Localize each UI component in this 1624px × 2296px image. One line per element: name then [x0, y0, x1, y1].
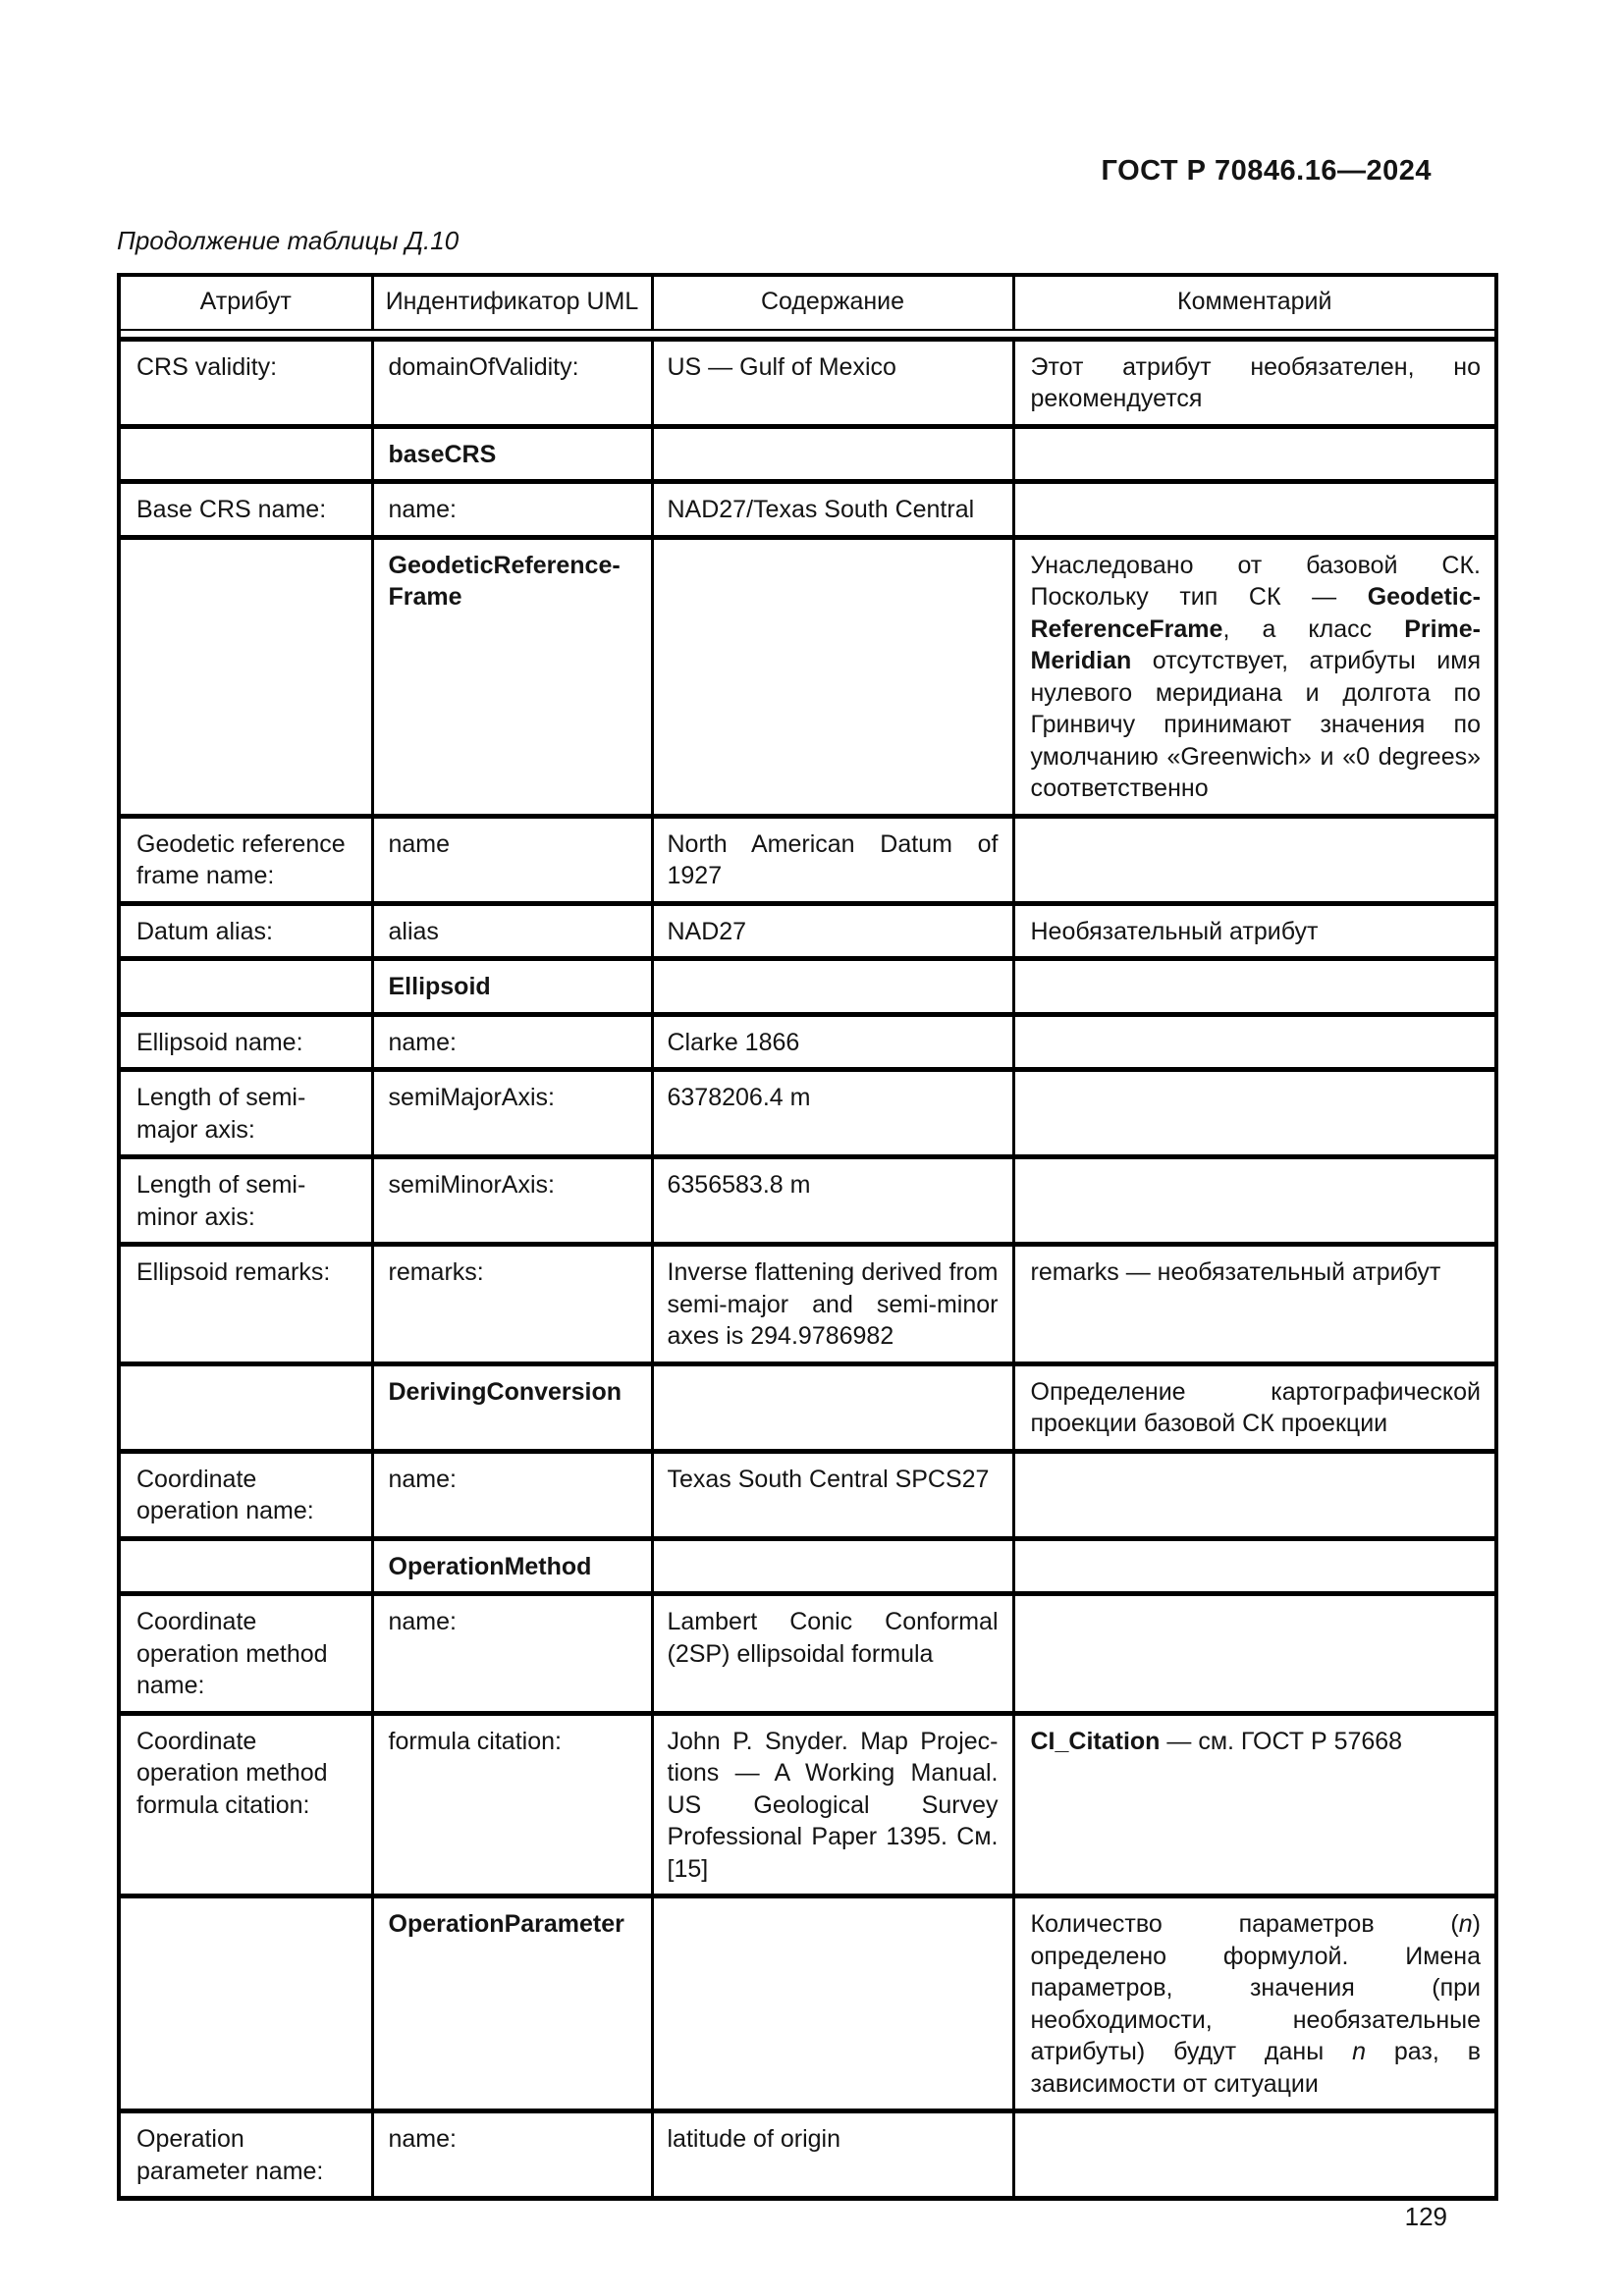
cell-uml-identifier: name: — [372, 2111, 652, 2199]
table-row — [119, 2111, 1496, 2199]
table-row — [119, 1896, 1496, 2111]
cell-uml-identifier: remarks: — [372, 1245, 652, 1364]
cell-attribute: Geodetic reference frame name: — [119, 816, 372, 903]
table-header-row — [119, 275, 1496, 330]
cell-comment: Необязательный атрибут — [1013, 903, 1496, 959]
cell-uml-identifier: alias — [372, 903, 652, 959]
cell-attribute — [119, 537, 372, 816]
cell-content: North American Datum of 1927 — [652, 816, 1013, 903]
table-row — [119, 1157, 1496, 1245]
cell-content: Clarke 1866 — [652, 1014, 1013, 1070]
table-caption: Продолжение таблицы Д.10 — [117, 226, 460, 255]
cell-uml-identifier: name: — [372, 1594, 652, 1714]
cell-uml-identifier: domainOfValidity: — [372, 339, 652, 426]
cell-content: US — Gulf of Mexico — [652, 339, 1013, 426]
cell-content: Inverse flattening derived from semi-major and semi-minor axes is 294.9786982 — [652, 1245, 1013, 1364]
cell-comment — [1013, 1157, 1496, 1245]
cell-content — [652, 959, 1013, 1015]
cell-uml-identifier: name: — [372, 482, 652, 538]
cell-comment: Количество параметров (n) определено формулой. Имена параметров, значения (при необходимости, необязательные атрибуты) будут даны n раз, в зависимости от ситуации — [1013, 1896, 1496, 2111]
cell-attribute: Coordinate operation method name: — [119, 1594, 372, 1714]
column-header-uml-identifier: Индентификатор UML — [372, 275, 652, 330]
attributes-table — [117, 273, 1498, 2201]
table-row — [119, 339, 1496, 426]
cell-comment — [1013, 1451, 1496, 1538]
header-double-rule — [119, 330, 1496, 340]
cell-uml-identifier: OperationParameter — [372, 1896, 652, 2111]
cell-content — [652, 1896, 1013, 2111]
table-row — [119, 1538, 1496, 1594]
table-row — [119, 426, 1496, 482]
table-row — [119, 959, 1496, 1015]
column-header-attribute: Атрибут — [119, 275, 372, 330]
cell-uml-identifier: name: — [372, 1014, 652, 1070]
cell-content: latitude of origin — [652, 2111, 1013, 2199]
cell-comment — [1013, 2111, 1496, 2199]
cell-content: 6356583.8 m — [652, 1157, 1013, 1245]
cell-uml-identifier: name: — [372, 1451, 652, 1538]
cell-uml-identifier: OperationMethod — [372, 1538, 652, 1594]
cell-comment: Этот атрибут необязателен, но рекомендуется — [1013, 339, 1496, 426]
cell-attribute — [119, 1538, 372, 1594]
cell-comment — [1013, 1070, 1496, 1157]
cell-comment — [1013, 816, 1496, 903]
cell-uml-identifier: semiMinorAxis: — [372, 1157, 652, 1245]
table-row — [119, 1594, 1496, 1714]
cell-content — [652, 426, 1013, 482]
cell-uml-identifier: name — [372, 816, 652, 903]
cell-uml-identifier: DerivingConversion — [372, 1363, 652, 1451]
column-header-content: Содержание — [652, 275, 1013, 330]
table-row — [119, 1363, 1496, 1451]
table-row — [119, 1070, 1496, 1157]
cell-comment — [1013, 1538, 1496, 1594]
cell-attribute — [119, 1896, 372, 2111]
cell-comment — [1013, 959, 1496, 1015]
cell-attribute: Length of semi-minor axis: — [119, 1157, 372, 1245]
cell-attribute: Ellipsoid name: — [119, 1014, 372, 1070]
cell-content: John P. Snyder. Map Projections — A Working Manual. US Geological Survey Professional Paper 1395. См. [15] — [652, 1713, 1013, 1896]
cell-attribute: Length of semi-major axis: — [119, 1070, 372, 1157]
table-row — [119, 1014, 1496, 1070]
cell-attribute: Coordinate operation name: — [119, 1451, 372, 1538]
cell-content: NAD27 — [652, 903, 1013, 959]
cell-attribute: Ellipsoid remarks: — [119, 1245, 372, 1364]
cell-uml-identifier: baseCRS — [372, 426, 652, 482]
cell-comment — [1013, 1014, 1496, 1070]
cell-content — [652, 1363, 1013, 1451]
document-number: ГОСТ Р 70846.16—2024 — [1101, 155, 1432, 187]
cell-comment: remarks — необязательный атрибут — [1013, 1245, 1496, 1364]
cell-comment: Унаследовано от базовой СК. Поскольку тип СК — GeodeticReferenceFrame, а класс PrimeMeridian отсутствует, атрибуты имя нулевого меридиана и долгота по Гринвичу принимают значения по умолчанию «Greenwich» и «0 degrees» соответственно — [1013, 537, 1496, 816]
cell-comment — [1013, 482, 1496, 538]
cell-content: Lambert Conic Conformal (2SP) ellipsoidal formula — [652, 1594, 1013, 1714]
cell-content — [652, 537, 1013, 816]
cell-content: 6378206.4 m — [652, 1070, 1013, 1157]
cell-attribute: Coordinate operation method formula citation: — [119, 1713, 372, 1896]
table-row — [119, 1451, 1496, 1538]
table-row — [119, 903, 1496, 959]
table-row — [119, 537, 1496, 816]
cell-comment: Определение картографической проекции базовой СК проекции — [1013, 1363, 1496, 1451]
cell-uml-identifier: GeodeticReferenceFrame — [372, 537, 652, 816]
cell-attribute — [119, 426, 372, 482]
cell-attribute — [119, 1363, 372, 1451]
cell-uml-identifier: formula citation: — [372, 1713, 652, 1896]
cell-attribute: Datum alias: — [119, 903, 372, 959]
cell-attribute: Operation parameter name: — [119, 2111, 372, 2199]
cell-content: Texas South Central SPCS27 — [652, 1451, 1013, 1538]
cell-content: NAD27/Texas South Central — [652, 482, 1013, 538]
table-row — [119, 482, 1496, 538]
cell-comment — [1013, 426, 1496, 482]
column-header-comment: Комментарий — [1013, 275, 1496, 330]
table-row — [119, 1245, 1496, 1364]
cell-attribute: CRS validity: — [119, 339, 372, 426]
cell-comment — [1013, 1594, 1496, 1714]
cell-comment: CI_Citation — см. ГОСТ Р 57668 — [1013, 1713, 1496, 1896]
table-body — [119, 330, 1496, 2199]
page-number: 129 — [1404, 2202, 1447, 2231]
cell-uml-identifier: semiMajorAxis: — [372, 1070, 652, 1157]
cell-uml-identifier: Ellipsoid — [372, 959, 652, 1015]
cell-attribute: Base CRS name: — [119, 482, 372, 538]
table-row — [119, 816, 1496, 903]
cell-attribute — [119, 959, 372, 1015]
cell-content — [652, 1538, 1013, 1594]
table-row — [119, 1713, 1496, 1896]
